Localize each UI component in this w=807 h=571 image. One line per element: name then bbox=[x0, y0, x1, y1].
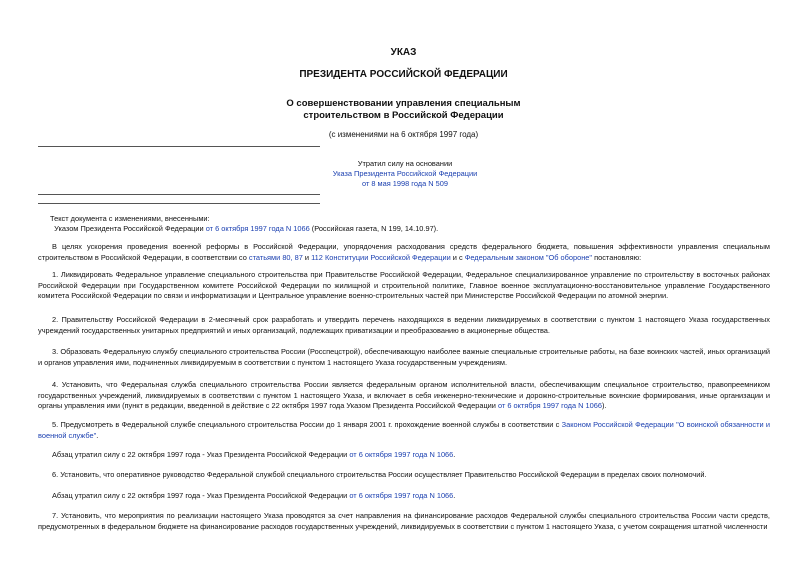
doc-issuer-title: ПРЕЗИДЕНТА РОССИЙСКОЙ ФЕДЕРАЦИИ bbox=[299, 69, 508, 80]
doc-subject-title bbox=[0, 98, 807, 122]
subject-line-2: строительством в Российской Федерации bbox=[303, 110, 504, 121]
lost-force-text: Утратил силу на основании bbox=[357, 159, 453, 168]
military-service-law-link[interactable]: Законом Российской Федерации "О воинской обязанности и военной службе" bbox=[38, 420, 771, 440]
amendments-heading: Текст документа с изменениями, внесенными: bbox=[50, 214, 210, 223]
constitution-link[interactable]: 112 Конституции Российской Федерации bbox=[311, 252, 451, 262]
repealed-paragraph-1: Абзац утратил силу с 22 октября 1997 года - Указ Президента Российской Федерации от 6 октября 1997 года N 1066. bbox=[52, 450, 456, 459]
lost-force-link-date[interactable]: от 8 мая 1998 года N 509 bbox=[362, 179, 448, 188]
lost-force-block bbox=[320, 159, 490, 189]
paragraph-7: 7. Установить, что мероприятия по реализации настоящего Указа проводятся за счет направления на финансирование расходов Федеральной службы специального строительства России части средств, предусмотренных в федеральном бюджете на финансирование расходов государственных учреждений, ликвидируемых в соответствии с пунктом 1 настоящего Указа, с учетом сокращения штатной численности bbox=[38, 511, 770, 531]
paragraph-2: 2. Правительству Российской Федерации в 2-месячный срок разработать и утвердить перечень находящихся в ведении ликвидируемых в соответствии с пунктом 1 настоящего Указа государственных учреждений государственных унитарных предприятий и иных организаций, подлежащих приватизации и преобразованию в акционерные общества. bbox=[38, 315, 770, 335]
revision-note: (с изменениями на 6 октября 1997 года) bbox=[328, 130, 479, 139]
constitution-articles-link[interactable]: статьями 80, 87 bbox=[248, 252, 303, 262]
amendments-entry: Указом Президента Российской Федерации от 6 октября 1997 года N 1066 (Российская газета, N 199, 14.10.97). bbox=[54, 224, 439, 233]
amendment-link[interactable]: от 6 октября 1997 года N 1066 bbox=[349, 491, 454, 500]
paragraph-6: 6. Установить, что оперативное руководство Федеральной службой специального строительства России осуществляет Правительство Российской Федерации в пределах своих полномочий. bbox=[52, 470, 707, 479]
amendment-link[interactable]: от 6 октября 1997 года N 1066 bbox=[498, 401, 602, 411]
repealed-paragraph-2: Абзац утратил силу с 22 октября 1997 года - Указ Президента Российской Федерации от 6 октября 1997 года N 1066. bbox=[52, 491, 456, 500]
amendments-note bbox=[50, 214, 438, 234]
preamble-paragraph: В целях ускорения проведения военной реформы в Российской Федерации, упорядочения расходования средств федерального бюджета, повышения эффективности управления специальным строительством в Российской Федерации, в соответствии со статьями 80, 87 и 112 Конституции Российской Федерации и с Федеральным законом "Об обороне" постановляю: bbox=[38, 242, 770, 262]
divider bbox=[38, 146, 320, 147]
subject-line-1: О совершенствовании управления специальным bbox=[286, 98, 521, 109]
amendment-link[interactable]: от 6 октября 1997 года N 1066 bbox=[349, 450, 454, 459]
defense-law-link[interactable]: Федеральным законом "Об обороне" bbox=[464, 252, 593, 262]
paragraph-5: 5. Предусмотреть в Федеральной службе специального строительства России до 1 января 2001 г. прохождение военной службы в соответствии с Законом Российской Федерации "О воинской обязанности и военной службе". bbox=[38, 420, 771, 440]
lost-force-link[interactable]: Указа Президента Российской Федерации bbox=[332, 169, 478, 178]
paragraph-3: 3. Образовать Федеральную службу специального строительства России (Росспецстрой), обеспечивающую наиболее важные специальные строительные работы, на базе воинских частей, иных организаций и органов управления ими, подчиненных ликвидируемым в соответствии с пунктом 1 настоящего Указа государственным учреждениям. bbox=[38, 347, 770, 367]
paragraph-1: 1. Ликвидировать Федеральное управление специального строительства при Правительстве Российской Федерации, Федеральное специализированное управление по строительству в восточных районах Российской Федерации при Государственном комитете Российской Федерации по жилищной и строительной политике, Главное военное эксплуатационно-восстановительное управление Государственного комитета Российской Федерации по связи и информатизации и Центральное управление военно-строительных частей при Министерстве Российской Федерации по атомной энергии. bbox=[38, 270, 770, 301]
doc-type-title: УКАЗ bbox=[390, 47, 417, 58]
paragraph-4: 4. Установить, что Федеральная служба специального строительства России является федеральным органом исполнительной власти, обеспечивающим специальное строительство, правопреемником государственных учреждений, ликвидируемых в соответствии с пунктом 1 настоящего Указа, и включает в себя инженерно-технические и дорожно-строительные воинские формирования, иные организации и органы управления ими (пункт в редакции, введенной в действие с 22 октября 1997 года Указом Президента Российской Федерации от 6 октября 1997 года N 1066). bbox=[38, 380, 770, 411]
divider bbox=[38, 194, 320, 195]
amendment-link[interactable]: от 6 октября 1997 года N 1066 bbox=[205, 224, 310, 233]
divider bbox=[38, 203, 320, 204]
